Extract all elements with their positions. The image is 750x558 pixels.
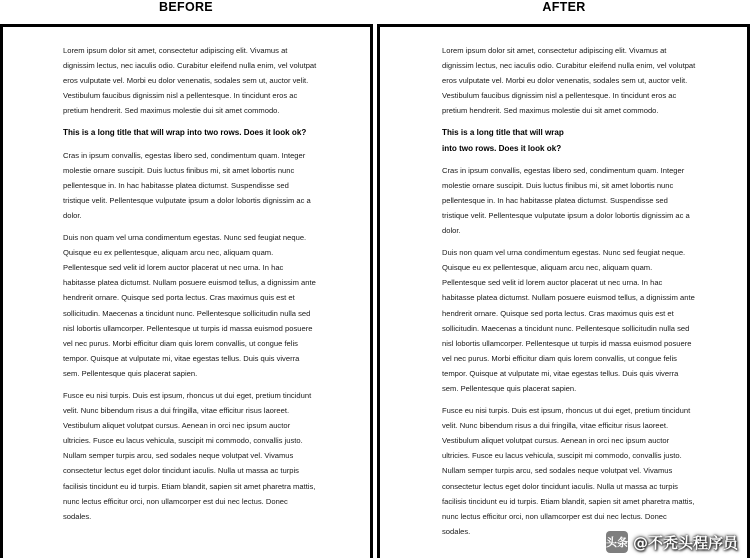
- title-line-2: into two rows. Does it look ok?: [442, 143, 562, 153]
- before-label: BEFORE: [159, 0, 213, 14]
- paragraph-2: Cras in ipsum convallis, egestas libero sed, condimentum quam. Integer molestie ornare suscipit. Duis luctus finibus mi, sit amet lobortis nunc pellentesque in. In hac habitasse platea dictumst. Suspendisse sed tristique velit. Pellentesque vulputate ipsum a dolor lobortis dignissim ac a dolor.: [63, 150, 311, 220]
- paragraph-4: Fusce eu nisi turpis. Duis est ipsum, rhoncus ut dui eget, pretium tincidunt velit. Nunc bibendum risus a dui fringilla, vitae efficitur risus laoreet. Vestibulum aliquet volutpat cursus. Aenean in orci nec ipsum auctor ultricies. Fusce eu lacus vehicula, suscipit mi commodo, convallis justo. Nullam semper turpis arcu, sed sodales neque volutpat vel. Vivamus consectetur lectus eget dolor tincidunt iaculis. Nulla ut massa ac turpis facilisis tincidunt eu id turpis. Etiam blandit, sapien sit amet pharetra mattis, nunc lectus efficitur orci, non ullamcorper est dui nec lectus. Donec sodales.: [442, 406, 695, 536]
- after-label: AFTER: [542, 0, 586, 14]
- after-panel: [377, 24, 750, 558]
- watermark-logo-icon: 头条: [606, 531, 628, 553]
- paragraph-1: Lorem ipsum dolor sit amet, consectetur adipiscing elit. Vivamus at dignissim lectus, nec iaculis odio. Curabitur eleifend nulla enim, vel volutpat eros vulputate vel. Morbi eu dolor venenatis, sodales sem ut, auctor velit. Vestibulum faucibus dignissim nisl a pellentesque. In tincidunt eros ac pretium hendrerit. Sed maximus molestie dui sit amet commodo.: [63, 46, 317, 116]
- paragraph-3: Duis non quam vel urna condimentum egestas. Nunc sed feugiat neque. Quisque eu ex pellentesque, aliquam arcu nec, aliquam quam. Pellentesque sed velit id lorem auctor placerat ut nec urna. In hac habitasse platea dictumst. Nullam posuere euismod tellus, a dignissim ante hendrerit ornare. Quisque sed porta lectus. Cras maximus quis est et sollicitudin. Maecenas a tincidunt nunc. Pellentesque sollicitudin nulla sed nisl lobortis ullamcorper. Pellentesque ut turpis id massa euismod posuere vel nec purus. Morbi efficitur diam quis lorem convallis, ut congue felis tempor. Quisque at vulputate mi, vitae egestas tellus. Duis quis viverra sem. Pellentesque quis placerat sapien.: [442, 248, 695, 393]
- watermark: [606, 530, 738, 554]
- paragraph-1: Lorem ipsum dolor sit amet, consectetur adipiscing elit. Vivamus at dignissim lectus, nec iaculis odio. Curabitur eleifend nulla enim, vel volutpat eros vulputate vel. Morbi eu dolor venenatis, sodales sem ut, auctor velit. Vestibulum faucibus dignissim nisl a pellentesque. In tincidunt eros ac pretium hendrerit. Sed maximus molestie dui sit amet commodo.: [442, 46, 696, 116]
- paragraph-3: Duis non quam vel urna condimentum egestas. Nunc sed feugiat neque. Quisque eu ex pellentesque, aliquam arcu nec, aliquam quam. Pellentesque sed velit id lorem auctor placerat ut nec urna. In hac habitasse platea dictumst. Nullam posuere euismod tellus, a dignissim ante hendrerit ornare. Quisque sed porta lectus. Cras maximus quis est et sollicitudin. Maecenas a tincidunt nunc. Pellentesque sollicitudin nulla sed nisl lobortis ullamcorper. Pellentesque ut turpis id massa euismod posuere vel nec purus. Morbi efficitur diam quis lorem convallis, ut congue felis tempor. Quisque at vulputate mi, vitae egestas tellus. Duis quis viverra sem. Pellentesque quis placerat sapien.: [63, 233, 316, 378]
- paragraph-2: Cras in ipsum convallis, egestas libero sed, condimentum quam. Integer molestie ornare suscipit. Duis luctus finibus mi, sit amet lobortis nunc pellentesque in. In hac habitasse platea dictumst. Suspendisse sed tristique velit. Pellentesque vulputate ipsum a dolor lobortis dignissim ac a dolor.: [442, 165, 690, 236]
- wrapping-title: This is a long title that will wrap into two rows. Does it look ok?: [63, 128, 307, 138]
- before-content: [63, 43, 317, 531]
- after-content: [442, 43, 696, 546]
- watermark-text: @不秃头程序员: [632, 533, 738, 552]
- paragraph-4: Fusce eu nisi turpis. Duis est ipsum, rhoncus ut dui eget, pretium tincidunt velit. Nunc bibendum risus a dui fringilla, vitae efficitur risus laoreet. Vestibulum aliquet volutpat cursus. Aenean in orci nec ipsum auctor ultricies. Fusce eu lacus vehicula, suscipit mi commodo, convallis justo. Nullam semper turpis arcu, sed sodales neque volutpat vel. Vivamus consectetur lectus eget dolor tincidunt iaculis. Nulla ut massa ac turpis facilisis tincidunt eu id turpis. Etiam blandit, sapien sit amet pharetra mattis, nunc lectus efficitur orci, non ullamcorper est dui nec lectus. Donec sodales.: [63, 390, 316, 521]
- before-panel: [0, 24, 373, 558]
- title-line-1: This is a long title that will wrap: [442, 128, 564, 138]
- balanced-title: [442, 125, 696, 155]
